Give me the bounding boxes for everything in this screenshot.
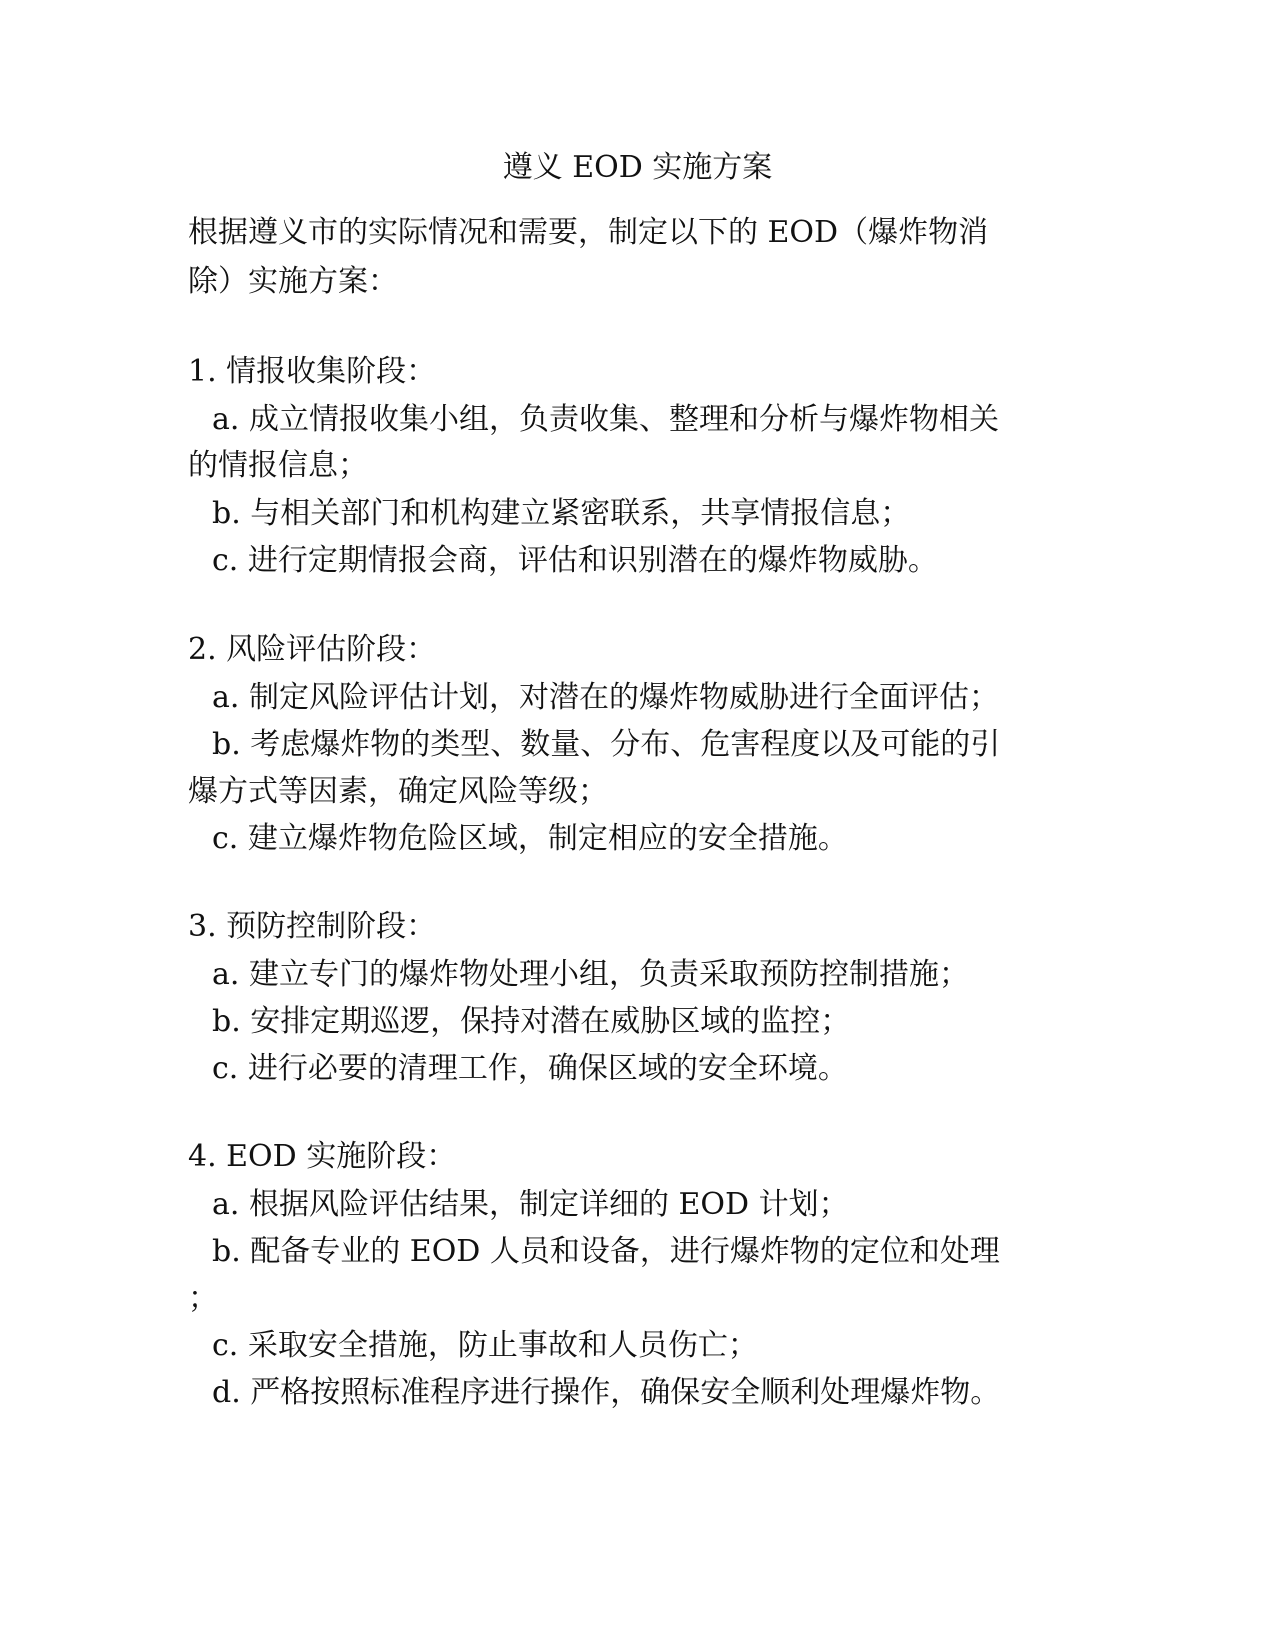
section-4-item-c: c. 采取安全措施，防止事故和人员伤亡； <box>212 1328 758 1363</box>
document-title: 遵义 EOD 实施方案 <box>502 150 773 185</box>
section-2-item-b-line-1: b. 考虑爆炸物的类型、数量、分布、危害程度以及可能的引 <box>212 727 1001 762</box>
section-1-item-a-line-2: 的情报信息； <box>188 448 368 483</box>
intro-line-1: 根据遵义市的实际情况和需要，制定以下的 EOD（爆炸物消 <box>188 215 989 250</box>
section-2-item-b-line-2: 爆方式等因素，确定风险等级； <box>188 774 608 809</box>
section-1-item-a-line-1: a. 成立情报收集小组，负责收集、整理和分析与爆炸物相关 <box>212 402 999 437</box>
section-4-heading: 4. EOD 实施阶段： <box>188 1139 457 1174</box>
section-1-item-c: c. 进行定期情报会商，评估和识别潜在的爆炸物威胁。 <box>212 543 938 578</box>
section-4-item-b-line-1: b. 配备专业的 EOD 人员和设备，进行爆炸物的定位和处理 <box>212 1234 1000 1269</box>
section-4-item-d: d. 严格按照标准程序进行操作，确保安全顺利处理爆炸物。 <box>212 1375 1001 1410</box>
section-3-item-c: c. 进行必要的清理工作，确保区域的安全环境。 <box>212 1051 848 1086</box>
section-1-heading: 1. 情报收集阶段： <box>188 354 437 389</box>
section-4-item-b-line-2: ； <box>188 1281 218 1316</box>
section-3-item-a: a. 建立专门的爆炸物处理小组，负责采取预防控制措施； <box>212 957 969 992</box>
section-2-item-c: c. 建立爆炸物危险区域，制定相应的安全措施。 <box>212 821 848 856</box>
section-3-item-b: b. 安排定期巡逻，保持对潜在威胁区域的监控； <box>212 1004 851 1039</box>
section-1-item-b: b. 与相关部门和机构建立紧密联系，共享情报信息； <box>212 496 911 531</box>
section-4-item-a: a. 根据风险评估结果，制定详细的 EOD 计划； <box>212 1187 849 1222</box>
section-3-heading: 3. 预防控制阶段： <box>188 909 437 944</box>
intro-line-2: 除）实施方案： <box>188 264 398 299</box>
section-2-heading: 2. 风险评估阶段： <box>188 632 437 667</box>
section-2-item-a: a. 制定风险评估计划，对潜在的爆炸物威胁进行全面评估； <box>212 680 999 715</box>
